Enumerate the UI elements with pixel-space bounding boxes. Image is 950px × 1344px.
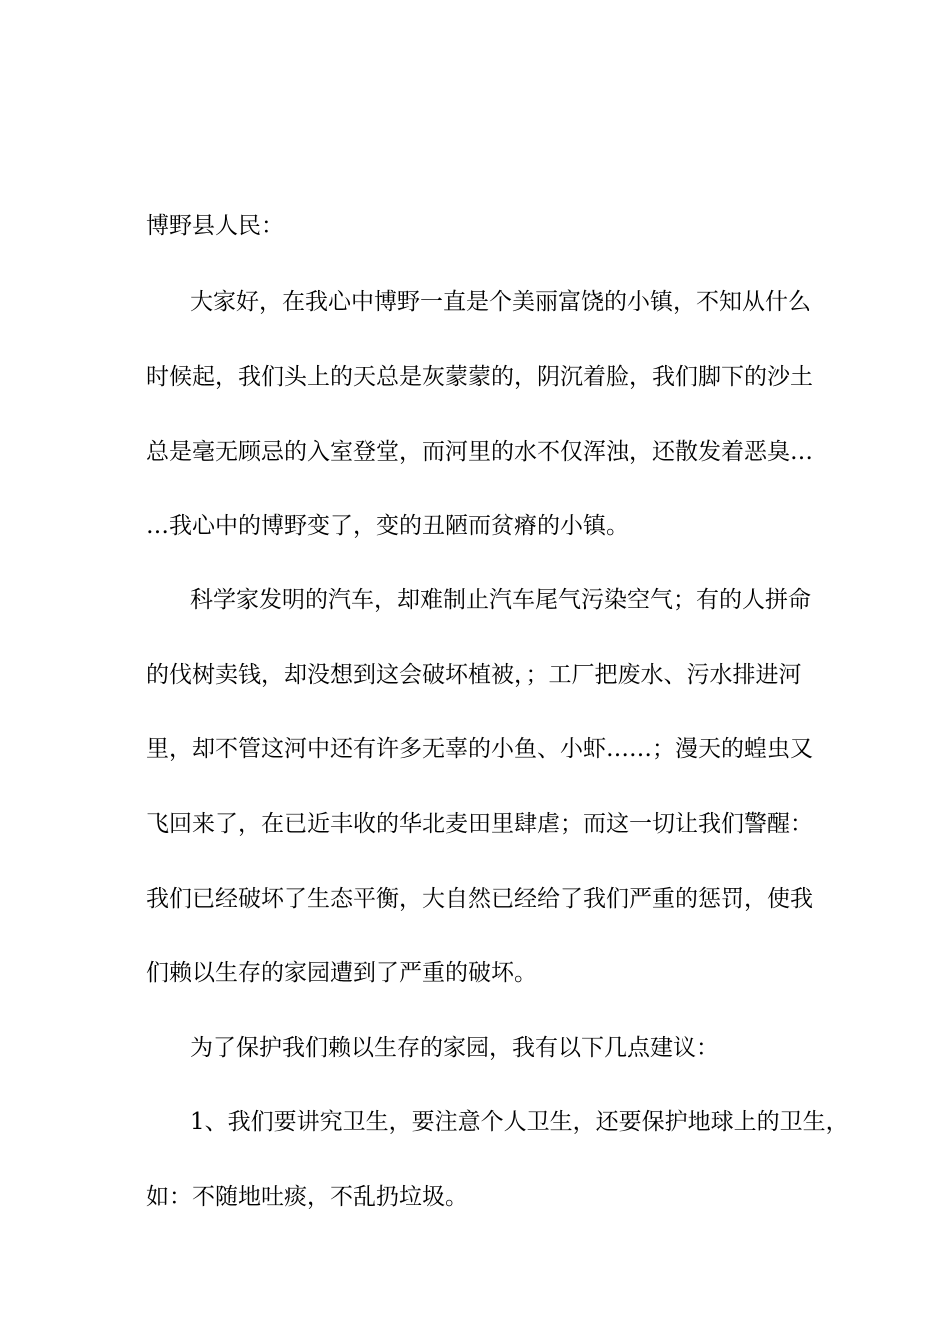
- paragraph-2-line-2: 的伐树卖钱，却没想到这会破坏植被，；工厂把废水、污水排进河: [146, 662, 802, 688]
- suggestion-1-line-2: 如：不随地吐痰，不乱扔垃圾。: [146, 1184, 468, 1210]
- paragraph-1-line-3: 总是毫无顾忌的入室登堂，而河里的水不仅浑浊，还散发着恶臭…: [146, 439, 813, 465]
- paragraph-2-line-4: 飞回来了，在已近丰收的华北麦田里肆虐；而这一切让我们警醒：: [146, 811, 813, 837]
- paragraph-1-line-2: 时候起，我们头上的天总是灰蒙蒙的，阴沉着脸，我们脚下的沙土: [146, 364, 813, 390]
- paragraph-2-line-5: 我们已经破坏了生态平衡，大自然已经给了我们严重的惩罚，使我: [146, 886, 813, 912]
- paragraph-2-line-6: 们赖以生存的家园遭到了严重的破坏。: [146, 960, 537, 986]
- paragraph-1-line-4: …我心中的博野变了，变的丑陋而贫瘠的小镇。: [146, 513, 629, 539]
- paragraph-3-line-1: 为了保护我们赖以生存的家园，我有以下几点建议：: [190, 1035, 719, 1061]
- paragraph-1-line-1: 大家好，在我心中博野一直是个美丽富饶的小镇，不知从什么: [190, 289, 811, 315]
- suggestion-1-line-1: 1、我们要讲究卫生，要注意个人卫生，还要保护地球上的卫生，: [190, 1109, 849, 1135]
- salutation: 博野县人民：: [146, 213, 284, 239]
- paragraph-2-line-3: 里，却不管这河中还有许多无辜的小鱼、小虾……；漫天的蝗虫又: [146, 736, 813, 762]
- paragraph-2-line-1: 科学家发明的汽车，却难制止汽车尾气污染空气；有的人拼命: [190, 587, 811, 613]
